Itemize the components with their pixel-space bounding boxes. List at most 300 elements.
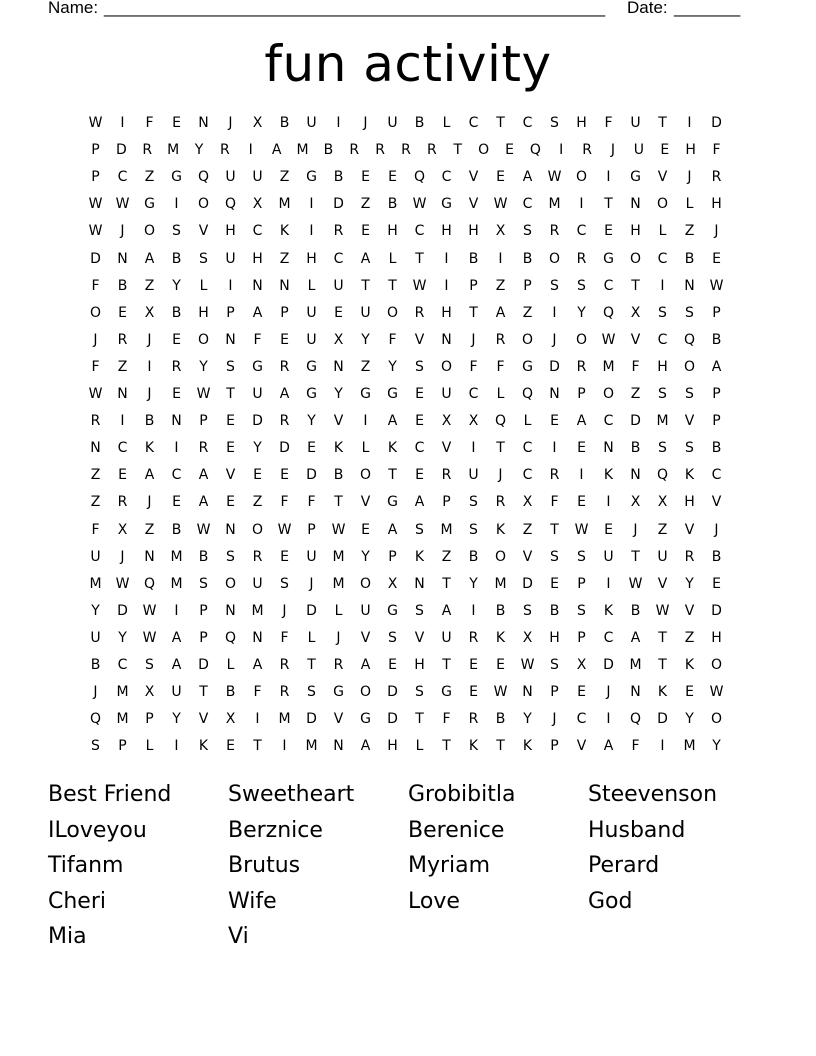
grid-letter[interactable]: L xyxy=(388,250,397,267)
grid-letter[interactable]: I xyxy=(174,440,179,457)
grid-letter[interactable]: X xyxy=(522,494,533,511)
grid-letter[interactable]: W xyxy=(331,521,346,538)
grid-letter[interactable]: O xyxy=(656,196,669,213)
grid-letter[interactable]: W xyxy=(142,629,157,646)
grid-letter[interactable]: E xyxy=(415,386,424,402)
grid-letter[interactable]: J xyxy=(147,494,152,511)
grid-letter[interactable]: Z xyxy=(657,521,668,538)
grid-letter[interactable]: C xyxy=(171,467,182,484)
grid-letter[interactable]: E xyxy=(334,304,343,321)
grid-letter[interactable]: M xyxy=(629,657,642,673)
grid-letter[interactable]: I xyxy=(606,711,611,728)
grid-letter[interactable]: T xyxy=(604,196,613,213)
grid-letter[interactable]: T xyxy=(415,250,424,267)
grid-letter[interactable]: E xyxy=(469,684,478,701)
grid-letter[interactable]: T xyxy=(469,304,478,321)
grid-letter[interactable]: G xyxy=(441,196,452,213)
grid-letter[interactable]: O xyxy=(710,657,723,673)
grid-letter[interactable]: I xyxy=(579,467,584,484)
grid-letter[interactable]: H xyxy=(441,223,452,240)
grid-letter[interactable]: L xyxy=(307,629,316,646)
grid-letter[interactable]: Z xyxy=(144,277,155,294)
grid-letter[interactable]: I xyxy=(660,738,665,755)
grid-letter[interactable]: W xyxy=(88,115,103,131)
grid-letter[interactable]: Y xyxy=(194,142,204,159)
grid-letter[interactable]: G xyxy=(387,602,398,619)
grid-letter[interactable]: O xyxy=(386,304,399,321)
grid-letter[interactable]: S xyxy=(280,575,289,592)
grid-letter[interactable]: Z xyxy=(630,386,641,402)
grid-letter[interactable]: L xyxy=(145,738,154,755)
grid-letter[interactable]: A xyxy=(144,467,155,484)
grid-letter[interactable]: F xyxy=(91,277,100,294)
grid-letter[interactable]: P xyxy=(523,277,532,294)
grid-letter[interactable]: A xyxy=(271,142,282,159)
grid-letter[interactable]: T xyxy=(415,711,424,728)
grid-letter[interactable]: U xyxy=(603,548,614,565)
grid-letter[interactable]: N xyxy=(522,684,533,701)
grid-letter[interactable]: E xyxy=(172,331,181,348)
grid-letter[interactable]: S xyxy=(577,602,586,619)
grid-letter[interactable]: U xyxy=(333,277,344,294)
grid-letter[interactable]: W xyxy=(142,602,157,619)
grid-letter[interactable]: S xyxy=(577,548,586,565)
grid-letter[interactable]: I xyxy=(498,250,503,267)
grid-letter[interactable]: R xyxy=(495,331,506,348)
grid-letter[interactable]: P xyxy=(550,684,559,701)
grid-letter[interactable]: A xyxy=(171,629,182,646)
grid-letter[interactable]: D xyxy=(117,602,128,619)
grid-letter[interactable]: B xyxy=(144,413,155,430)
grid-letter[interactable]: R xyxy=(349,142,360,159)
grid-letter[interactable]: P xyxy=(577,575,586,592)
grid-letter[interactable]: E xyxy=(496,169,505,186)
grid-letter[interactable]: J xyxy=(120,223,125,240)
grid-letter[interactable]: S xyxy=(658,386,667,402)
grid-letter[interactable]: S xyxy=(226,548,235,565)
grid-letter[interactable]: C xyxy=(441,169,452,186)
grid-letter[interactable]: D xyxy=(549,358,560,375)
grid-letter[interactable]: P xyxy=(91,169,100,186)
grid-letter[interactable]: B xyxy=(333,467,344,484)
grid-letter[interactable]: K xyxy=(333,440,344,457)
grid-letter[interactable]: U xyxy=(225,169,236,186)
grid-letter[interactable]: G xyxy=(171,169,182,186)
grid-letter[interactable]: O xyxy=(575,169,588,186)
grid-letter[interactable]: K xyxy=(144,440,155,457)
grid-letter[interactable]: T xyxy=(334,494,343,511)
grid-letter[interactable]: R xyxy=(684,548,695,565)
grid-letter[interactable]: N xyxy=(279,277,290,294)
grid-letter[interactable]: U xyxy=(306,331,317,348)
grid-letter[interactable]: R xyxy=(198,440,209,457)
grid-letter[interactable]: T xyxy=(226,386,235,402)
grid-letter[interactable]: K xyxy=(522,738,533,755)
grid-letter[interactable]: H xyxy=(468,223,479,240)
grid-letter[interactable]: Y xyxy=(172,711,181,728)
grid-letter[interactable]: E xyxy=(172,115,181,131)
grid-letter[interactable]: W xyxy=(628,575,643,592)
grid-letter[interactable]: Z xyxy=(117,358,128,375)
grid-letter[interactable]: B xyxy=(684,250,695,267)
grid-letter[interactable]: B xyxy=(630,440,641,457)
grid-letter[interactable]: W xyxy=(493,196,508,213)
grid-letter[interactable]: Q xyxy=(224,196,237,213)
grid-letter[interactable]: Y xyxy=(307,413,316,430)
grid-letter[interactable]: F xyxy=(253,331,262,348)
grid-letter[interactable]: B xyxy=(468,250,479,267)
grid-letter[interactable]: R xyxy=(468,629,479,646)
grid-letter[interactable]: T xyxy=(496,440,505,457)
grid-letter[interactable]: R xyxy=(220,142,230,159)
grid-letter[interactable]: P xyxy=(577,629,586,646)
grid-letter[interactable]: A xyxy=(576,413,587,430)
grid-letter[interactable]: Y xyxy=(712,738,721,755)
grid-letter[interactable]: I xyxy=(147,358,152,375)
grid-letter[interactable]: K xyxy=(468,738,479,755)
grid-letter[interactable]: X xyxy=(630,494,641,511)
grid-letter[interactable]: R xyxy=(333,657,344,673)
grid-letter[interactable]: V xyxy=(657,575,668,592)
grid-letter[interactable]: Y xyxy=(361,548,370,565)
grid-letter[interactable]: N xyxy=(252,277,263,294)
grid-letter[interactable]: V xyxy=(576,738,587,755)
grid-letter[interactable]: X xyxy=(630,304,641,321)
grid-letter[interactable]: E xyxy=(307,440,316,457)
grid-letter[interactable]: C xyxy=(711,467,722,484)
grid-letter[interactable]: V xyxy=(468,196,479,213)
grid-letter[interactable]: K xyxy=(495,629,506,646)
grid-letter[interactable]: U xyxy=(360,602,371,619)
grid-letter[interactable]: E xyxy=(660,142,670,159)
grid-letter[interactable]: Q xyxy=(413,169,426,186)
grid-letter[interactable]: T xyxy=(388,277,397,294)
grid-letter[interactable]: M xyxy=(170,575,183,592)
grid-letter[interactable]: L xyxy=(307,277,316,294)
grid-letter[interactable]: O xyxy=(710,711,723,728)
grid-letter[interactable]: M xyxy=(89,575,102,592)
grid-letter[interactable]: X xyxy=(144,684,155,701)
grid-letter[interactable]: D xyxy=(603,657,614,673)
grid-letter[interactable]: H xyxy=(306,250,317,267)
grid-letter[interactable]: J xyxy=(93,684,98,701)
grid-letter[interactable]: M xyxy=(440,521,453,538)
grid-letter[interactable]: R xyxy=(549,467,560,484)
grid-letter[interactable]: G xyxy=(630,169,641,186)
grid-letter[interactable]: X xyxy=(387,575,398,592)
grid-letter[interactable]: J xyxy=(228,115,233,131)
grid-letter[interactable]: U xyxy=(441,629,452,646)
grid-letter[interactable]: V xyxy=(198,223,209,240)
grid-letter[interactable]: U xyxy=(387,115,398,131)
grid-letter[interactable]: N xyxy=(225,602,236,619)
grid-letter[interactable]: W xyxy=(493,684,508,701)
grid-letter[interactable]: X xyxy=(252,196,263,213)
grid-letter[interactable]: G xyxy=(306,358,317,375)
grid-letter[interactable]: N xyxy=(333,738,344,755)
grid-letter[interactable]: U xyxy=(252,386,263,402)
grid-letter[interactable]: Z xyxy=(90,494,101,511)
grid-letter[interactable]: R xyxy=(375,142,385,159)
grid-letter[interactable]: S xyxy=(550,277,559,294)
grid-letter[interactable]: J xyxy=(606,684,611,701)
grid-letter[interactable]: S xyxy=(415,684,424,701)
grid-letter[interactable]: I xyxy=(606,169,611,186)
grid-letter[interactable]: S xyxy=(685,304,694,321)
grid-letter[interactable]: E xyxy=(550,575,559,592)
grid-letter[interactable]: O xyxy=(494,548,507,565)
grid-letter[interactable]: E xyxy=(469,657,478,673)
grid-letter[interactable]: P xyxy=(280,304,289,321)
grid-letter[interactable]: D xyxy=(90,250,101,267)
grid-letter[interactable]: H xyxy=(225,223,236,240)
grid-letter[interactable]: I xyxy=(120,413,125,430)
grid-letter[interactable]: H xyxy=(387,738,398,755)
grid-letter[interactable]: H xyxy=(711,629,722,646)
grid-letter[interactable]: B xyxy=(323,142,334,159)
grid-letter[interactable]: C xyxy=(414,440,425,457)
grid-letter[interactable]: T xyxy=(631,548,640,565)
grid-letter[interactable]: C xyxy=(252,223,263,240)
grid-letter[interactable]: M xyxy=(296,142,309,159)
grid-letter[interactable]: P xyxy=(307,521,316,538)
grid-letter[interactable]: T xyxy=(658,115,667,131)
grid-letter[interactable]: C xyxy=(468,386,479,402)
grid-letter[interactable]: L xyxy=(199,277,208,294)
grid-letter[interactable]: W xyxy=(520,657,535,673)
grid-letter[interactable]: K xyxy=(495,521,506,538)
grid-letter[interactable]: F xyxy=(280,629,289,646)
grid-letter[interactable]: D xyxy=(306,602,317,619)
grid-letter[interactable]: A xyxy=(279,386,290,402)
grid-letter[interactable]: R xyxy=(117,331,128,348)
grid-letter[interactable]: R xyxy=(142,142,153,159)
grid-letter[interactable]: S xyxy=(415,358,424,375)
grid-letter[interactable]: V xyxy=(684,521,695,538)
grid-letter[interactable]: R xyxy=(252,548,263,565)
grid-letter[interactable]: U xyxy=(441,386,452,402)
grid-letter[interactable]: W xyxy=(547,169,562,186)
grid-letter[interactable]: H xyxy=(387,223,398,240)
grid-letter[interactable]: N xyxy=(603,440,614,457)
grid-letter[interactable]: O xyxy=(548,250,561,267)
grid-letter[interactable]: X xyxy=(225,711,236,728)
grid-letter[interactable]: F xyxy=(631,358,640,375)
grid-letter[interactable]: B xyxy=(171,250,182,267)
grid-letter[interactable]: B xyxy=(468,548,479,565)
grid-letter[interactable]: U xyxy=(306,115,317,131)
grid-letter[interactable]: L xyxy=(658,223,667,240)
grid-letter[interactable]: A xyxy=(144,250,155,267)
grid-letter[interactable]: G xyxy=(306,386,317,402)
grid-letter[interactable]: L xyxy=(442,115,451,131)
grid-letter[interactable]: F xyxy=(604,115,613,131)
grid-letter[interactable]: Y xyxy=(577,304,586,321)
grid-letter[interactable]: C xyxy=(576,711,587,728)
grid-letter[interactable]: E xyxy=(226,413,235,430)
grid-letter[interactable]: A xyxy=(360,738,371,755)
name-blank-line[interactable]: _____________________________________________________ xyxy=(104,0,606,17)
grid-letter[interactable]: N xyxy=(630,684,641,701)
grid-letter[interactable]: S xyxy=(523,602,532,619)
grid-letter[interactable]: D xyxy=(115,142,127,159)
grid-letter[interactable]: Y xyxy=(253,440,262,457)
grid-letter[interactable]: P xyxy=(577,386,586,402)
grid-letter[interactable]: P xyxy=(712,304,721,321)
grid-letter[interactable]: Z xyxy=(684,223,695,240)
grid-letter[interactable]: J xyxy=(633,521,638,538)
grid-letter[interactable]: W xyxy=(88,386,103,402)
grid-letter[interactable]: C xyxy=(522,467,533,484)
grid-letter[interactable]: V xyxy=(468,169,479,186)
grid-letter[interactable]: N xyxy=(144,548,155,565)
grid-letter[interactable]: J xyxy=(309,575,314,592)
grid-letter[interactable]: T xyxy=(658,629,667,646)
grid-letter[interactable]: Z xyxy=(522,304,533,321)
grid-letter[interactable]: I xyxy=(228,277,233,294)
grid-letter[interactable]: E xyxy=(415,467,424,484)
grid-letter[interactable]: W xyxy=(115,575,130,592)
grid-letter[interactable]: B xyxy=(279,115,290,131)
grid-letter[interactable]: J xyxy=(498,467,503,484)
grid-letter[interactable]: O xyxy=(224,575,237,592)
grid-letter[interactable]: B xyxy=(630,602,641,619)
grid-letter[interactable]: W xyxy=(574,521,589,538)
grid-letter[interactable]: E xyxy=(118,304,127,321)
grid-letter[interactable]: D xyxy=(522,575,533,592)
grid-letter[interactable]: S xyxy=(415,602,424,619)
grid-letter[interactable]: A xyxy=(414,494,425,511)
grid-letter[interactable]: S xyxy=(685,386,694,402)
grid-letter[interactable]: B xyxy=(117,277,128,294)
grid-letter[interactable]: F xyxy=(388,331,397,348)
grid-letter[interactable]: M xyxy=(683,738,696,755)
grid-letter[interactable]: V xyxy=(333,711,344,728)
grid-letter[interactable]: I xyxy=(282,738,287,755)
grid-letter[interactable]: V xyxy=(441,440,452,457)
grid-letter[interactable]: U xyxy=(630,115,641,131)
grid-letter[interactable]: I xyxy=(363,413,368,430)
grid-letter[interactable]: I xyxy=(444,277,449,294)
grid-letter[interactable]: H xyxy=(414,657,425,673)
grid-letter[interactable]: B xyxy=(387,196,398,213)
grid-letter[interactable]: W xyxy=(709,277,724,294)
grid-letter[interactable]: F xyxy=(496,358,505,375)
grid-letter[interactable]: X xyxy=(252,115,263,131)
grid-letter[interactable]: J xyxy=(714,223,719,240)
grid-letter[interactable]: L xyxy=(361,440,370,457)
grid-letter[interactable]: V xyxy=(360,494,371,511)
grid-letter[interactable]: X xyxy=(468,413,479,430)
grid-letter[interactable]: A xyxy=(360,657,371,673)
grid-letter[interactable]: I xyxy=(471,602,476,619)
grid-letter[interactable]: V xyxy=(198,711,209,728)
grid-letter[interactable]: A xyxy=(387,521,398,538)
grid-letter[interactable]: T xyxy=(442,575,451,592)
grid-letter[interactable]: I xyxy=(255,711,260,728)
grid-letter[interactable]: S xyxy=(307,684,316,701)
grid-letter[interactable]: F xyxy=(91,521,100,538)
grid-letter[interactable]: E xyxy=(505,142,514,159)
grid-letter[interactable]: U xyxy=(306,304,317,321)
grid-letter[interactable]: U xyxy=(252,169,263,186)
grid-letter[interactable]: K xyxy=(279,223,290,240)
grid-letter[interactable]: G xyxy=(387,494,398,511)
grid-letter[interactable]: S xyxy=(145,657,154,673)
grid-letter[interactable]: T xyxy=(631,277,640,294)
grid-letter[interactable]: P xyxy=(199,602,208,619)
grid-letter[interactable]: N xyxy=(90,440,101,457)
grid-letter[interactable]: W xyxy=(655,602,670,619)
grid-letter[interactable]: D xyxy=(630,413,641,430)
grid-letter[interactable]: W xyxy=(412,277,427,294)
grid-letter[interactable]: O xyxy=(440,358,453,375)
grid-letter[interactable]: K xyxy=(198,738,209,755)
grid-letter[interactable]: M xyxy=(602,358,615,375)
grid-letter[interactable]: O xyxy=(359,575,372,592)
grid-letter[interactable]: O xyxy=(359,467,372,484)
grid-letter[interactable]: F xyxy=(280,494,289,511)
grid-letter[interactable]: R xyxy=(171,358,182,375)
grid-letter[interactable]: J xyxy=(552,331,557,348)
grid-letter[interactable]: V xyxy=(333,413,344,430)
grid-letter[interactable]: R xyxy=(401,142,411,159)
grid-letter[interactable]: R xyxy=(468,711,479,728)
grid-letter[interactable]: W xyxy=(88,223,103,240)
grid-letter[interactable]: J xyxy=(147,331,152,348)
grid-letter[interactable]: Y xyxy=(118,629,127,646)
grid-letter[interactable]: G xyxy=(603,250,614,267)
grid-letter[interactable]: E xyxy=(604,223,613,240)
grid-letter[interactable]: Z xyxy=(144,521,155,538)
grid-letter[interactable]: C xyxy=(333,250,344,267)
grid-letter[interactable]: T xyxy=(388,467,397,484)
grid-letter[interactable]: F xyxy=(91,358,100,375)
grid-letter[interactable]: G xyxy=(522,358,533,375)
grid-letter[interactable]: Z xyxy=(360,196,371,213)
grid-letter[interactable]: R xyxy=(279,358,290,375)
grid-letter[interactable]: E xyxy=(712,250,721,267)
grid-letter[interactable]: P xyxy=(712,413,721,430)
grid-letter[interactable]: U xyxy=(252,575,263,592)
grid-letter[interactable]: R xyxy=(576,250,587,267)
grid-letter[interactable]: C xyxy=(576,223,587,240)
grid-letter[interactable]: V xyxy=(522,548,533,565)
grid-letter[interactable]: S xyxy=(550,115,559,131)
grid-letter[interactable]: D xyxy=(711,602,722,619)
grid-letter[interactable]: Q xyxy=(529,142,541,159)
grid-letter[interactable]: S xyxy=(226,358,235,375)
date-blank-line[interactable]: _______ xyxy=(674,0,741,17)
grid-letter[interactable]: S xyxy=(415,521,424,538)
grid-letter[interactable]: L xyxy=(523,413,532,430)
grid-letter[interactable]: E xyxy=(712,575,721,592)
grid-letter[interactable]: N xyxy=(630,196,641,213)
grid-letter[interactable]: Y xyxy=(388,358,397,375)
grid-letter[interactable]: I xyxy=(336,115,341,131)
grid-letter[interactable]: D xyxy=(252,413,263,430)
grid-letter[interactable]: N xyxy=(684,277,695,294)
grid-letter[interactable]: I xyxy=(309,223,314,240)
grid-letter[interactable]: O xyxy=(89,304,102,321)
grid-letter[interactable]: R xyxy=(279,413,290,430)
grid-letter[interactable]: I xyxy=(174,196,179,213)
grid-letter[interactable]: E xyxy=(280,467,289,484)
grid-letter[interactable]: X xyxy=(441,413,452,430)
grid-letter[interactable]: U xyxy=(633,142,644,159)
grid-letter[interactable]: K xyxy=(414,548,425,565)
grid-letter[interactable]: H xyxy=(198,304,209,321)
